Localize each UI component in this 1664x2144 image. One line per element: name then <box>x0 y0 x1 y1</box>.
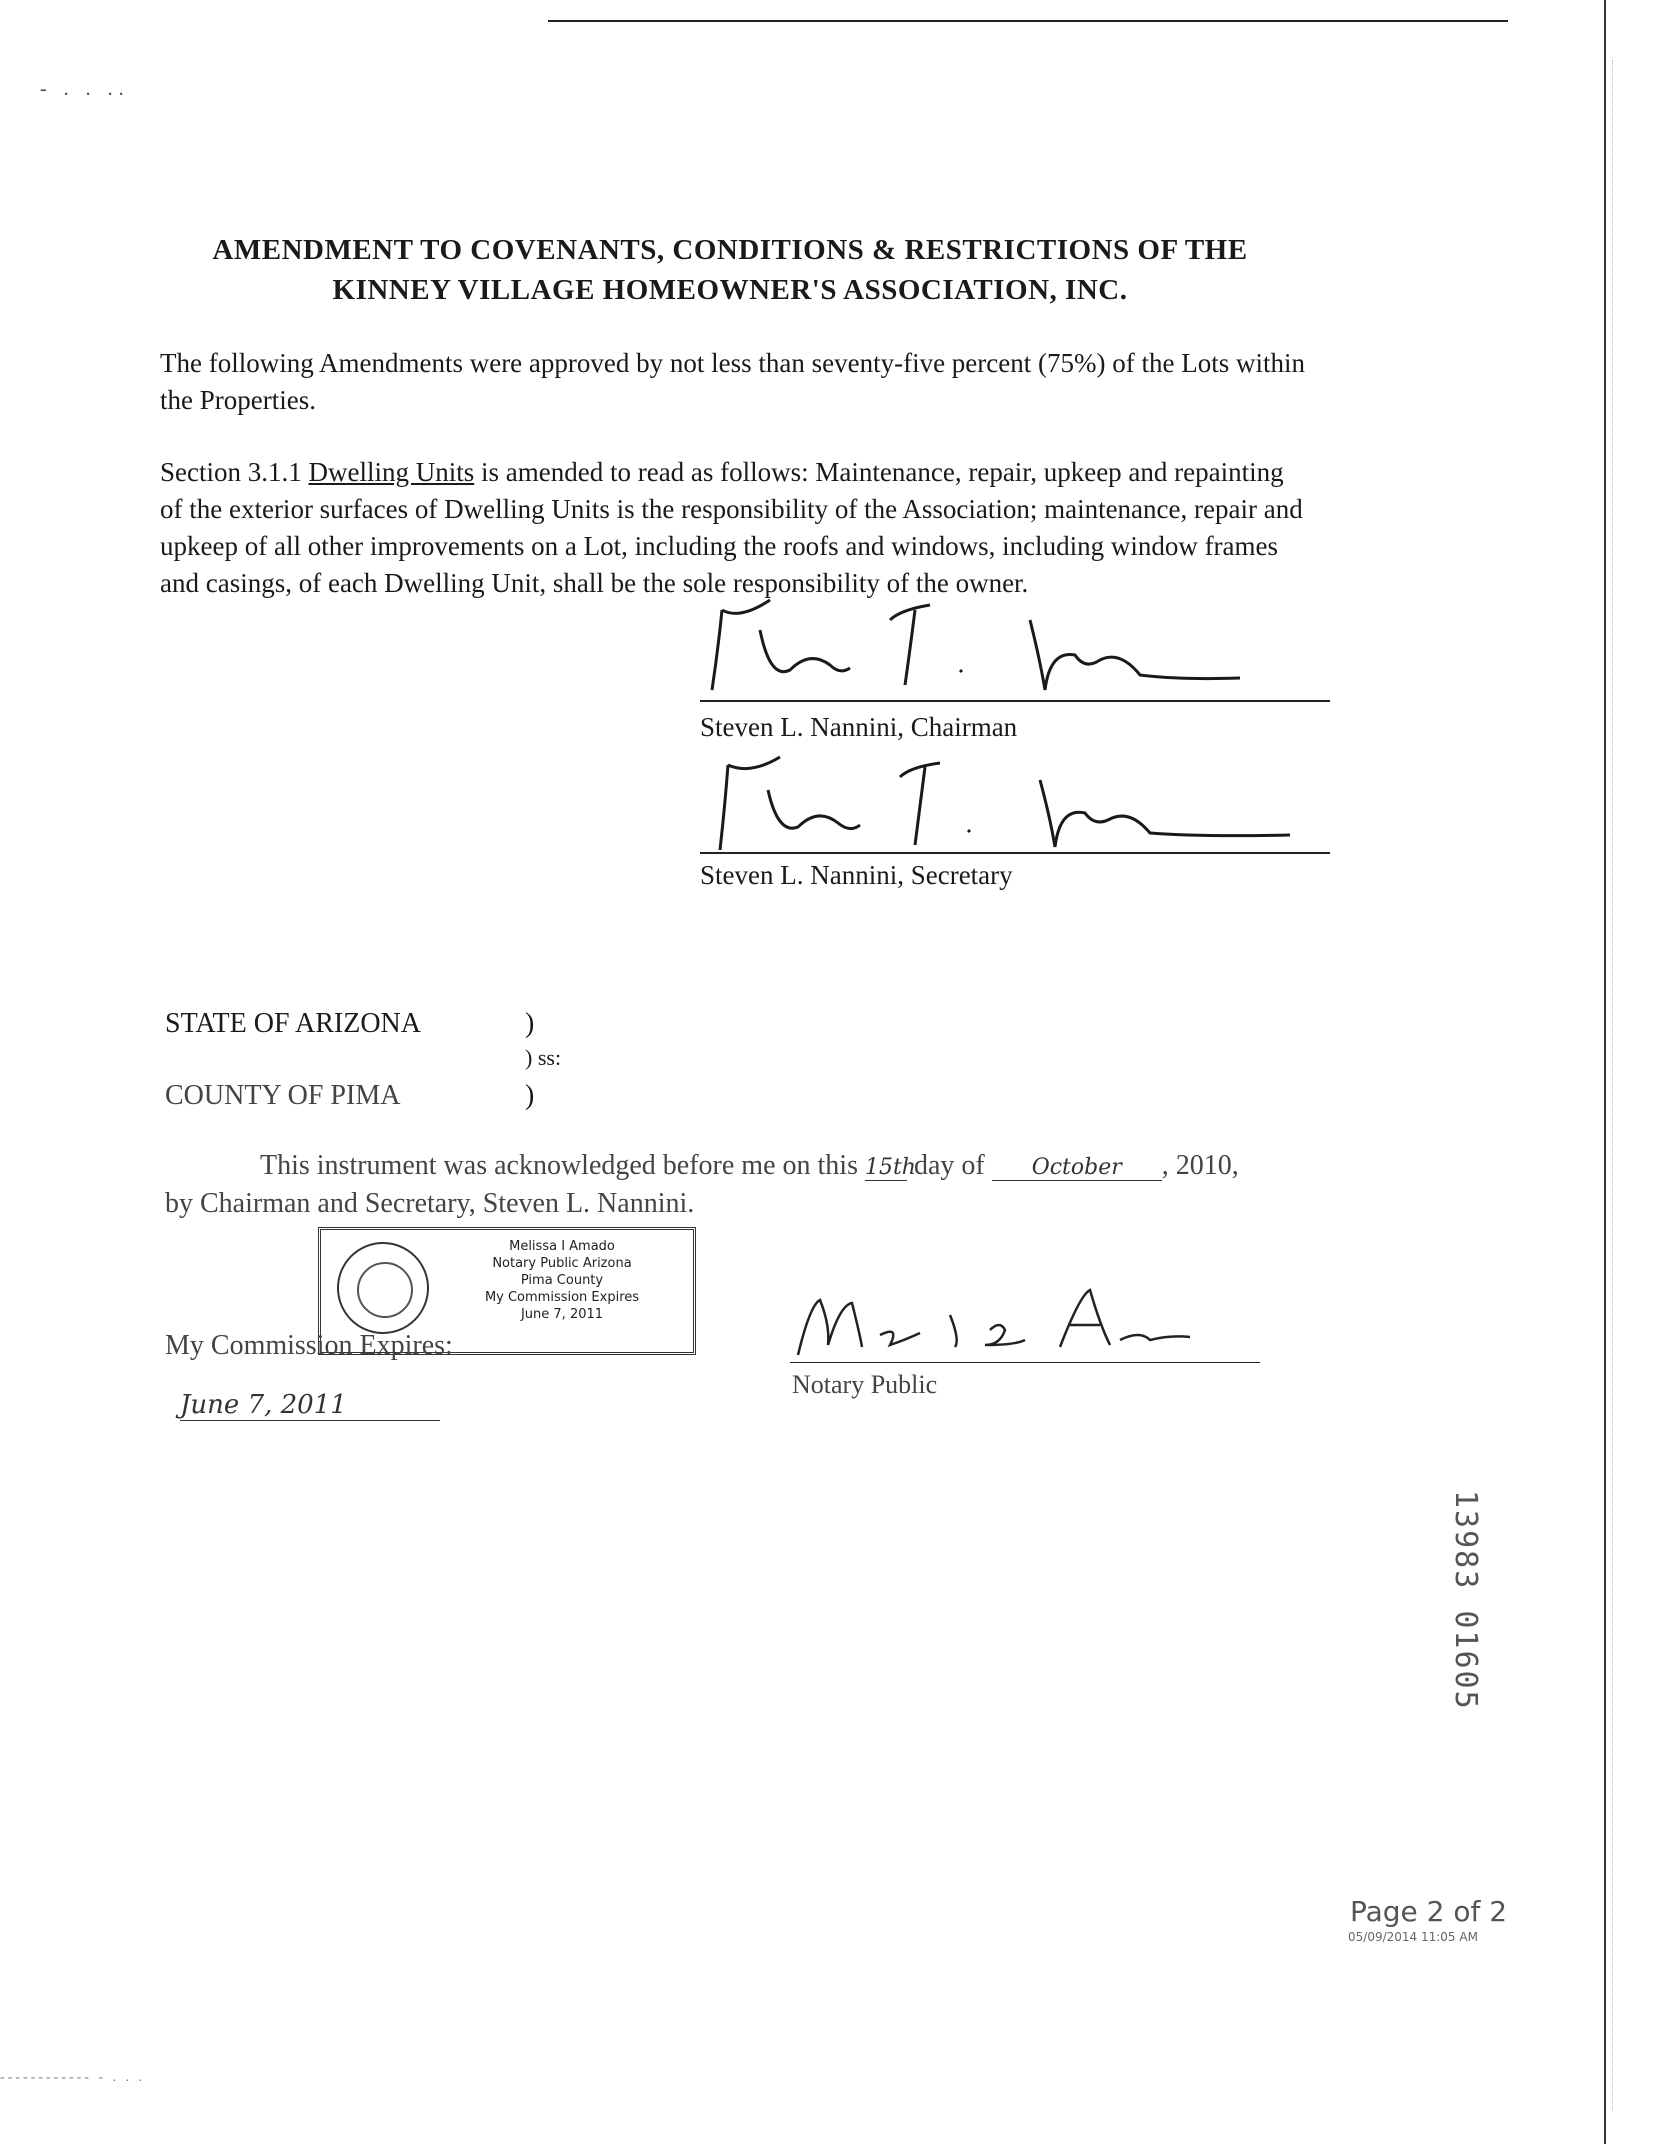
ack-year: , 2010, <box>1161 1150 1239 1181</box>
right-edge-dots <box>1612 60 1613 2110</box>
secretary-signature <box>700 745 1300 855</box>
stamp-line-4: My Commission Expires <box>484 1290 640 1305</box>
recording-number: 13983 01605 <box>1448 1490 1483 1711</box>
acknowledgment-line-1 <box>260 1150 1320 1182</box>
title-line-1: AMENDMENT TO COVENANTS, CONDITIONS & RESTRICTIONS OF THE <box>212 234 1248 266</box>
stamp-text <box>439 1238 685 1323</box>
commission-date: June 7, 2011 <box>180 1390 440 1421</box>
document-title <box>150 230 1310 310</box>
right-edge-line <box>1604 0 1606 2144</box>
state-label: STATE OF ARIZONA <box>165 1008 421 1039</box>
ss-label: ) ss: <box>525 1045 562 1070</box>
section-paragraph <box>160 454 1310 602</box>
state-seal-icon <box>337 1242 429 1334</box>
stamp-line-5: June 7, 2011 <box>520 1307 604 1322</box>
intro-paragraph: The following Amendments were approved by not less than seventy-five percent (75%) of the Lots within the Properties. <box>160 348 1305 415</box>
chairman-signature-line <box>700 700 1330 702</box>
scan-marks: - . . .. <box>40 78 130 100</box>
stamp-name: Melissa I Amado <box>509 1239 615 1254</box>
county-label: COUNTY OF PIMA <box>165 1080 401 1111</box>
section-body: is amended to read as follows: Maintenance, repair, upkeep and repainting of the exterior surfaces of Dwelling Units is the responsibility of the Association; maintenance, repair and upkeep of all other improvements on a Lot, including the roofs and windows, including window frames and casings, of each Dwelling Unit, shall be the sole responsibility of the owner. <box>160 457 1303 598</box>
ack-month: October <box>992 1155 1162 1181</box>
section-heading: Dwelling Units <box>308 457 475 487</box>
paren-1: ) <box>525 1008 535 1039</box>
section-ref: Section 3.1.1 <box>160 457 302 487</box>
paren-2: ) <box>525 1080 535 1111</box>
commission-label: My Commission Expires: <box>165 1330 453 1361</box>
secretary-signature-line <box>700 852 1330 854</box>
top-rule <box>548 20 1508 22</box>
bottom-scan-marks: ------------ - . . . <box>0 2070 146 2085</box>
stamp-line-2: Notary Public Arizona <box>492 1256 632 1271</box>
ack-day: 15th <box>864 1155 916 1180</box>
stamp-line-3: Pima County <box>520 1273 604 1288</box>
page-timestamp: 05/09/2014 11:05 AM <box>1348 1930 1478 1944</box>
acknowledgment-line-2: by Chairman and Secretary, Steven L. Nannini. <box>165 1188 695 1219</box>
notary-signature-line <box>790 1362 1260 1363</box>
title-line-2: KINNEY VILLAGE HOMEOWNER'S ASSOCIATION, INC. <box>332 274 1128 306</box>
chairman-name: Steven L. Nannini, Chairman <box>700 712 1018 742</box>
notary-signature <box>790 1285 1250 1365</box>
page-label: Page 2 of 2 <box>1350 1895 1508 1928</box>
ack-prefix: This instrument was acknowledged before me on this <box>260 1150 858 1181</box>
ack-day-text: day of <box>913 1150 985 1181</box>
chairman-signature <box>700 590 1300 700</box>
notary-public-label: Notary Public <box>792 1370 938 1399</box>
secretary-name: Steven L. Nannini, Secretary <box>700 860 1013 890</box>
